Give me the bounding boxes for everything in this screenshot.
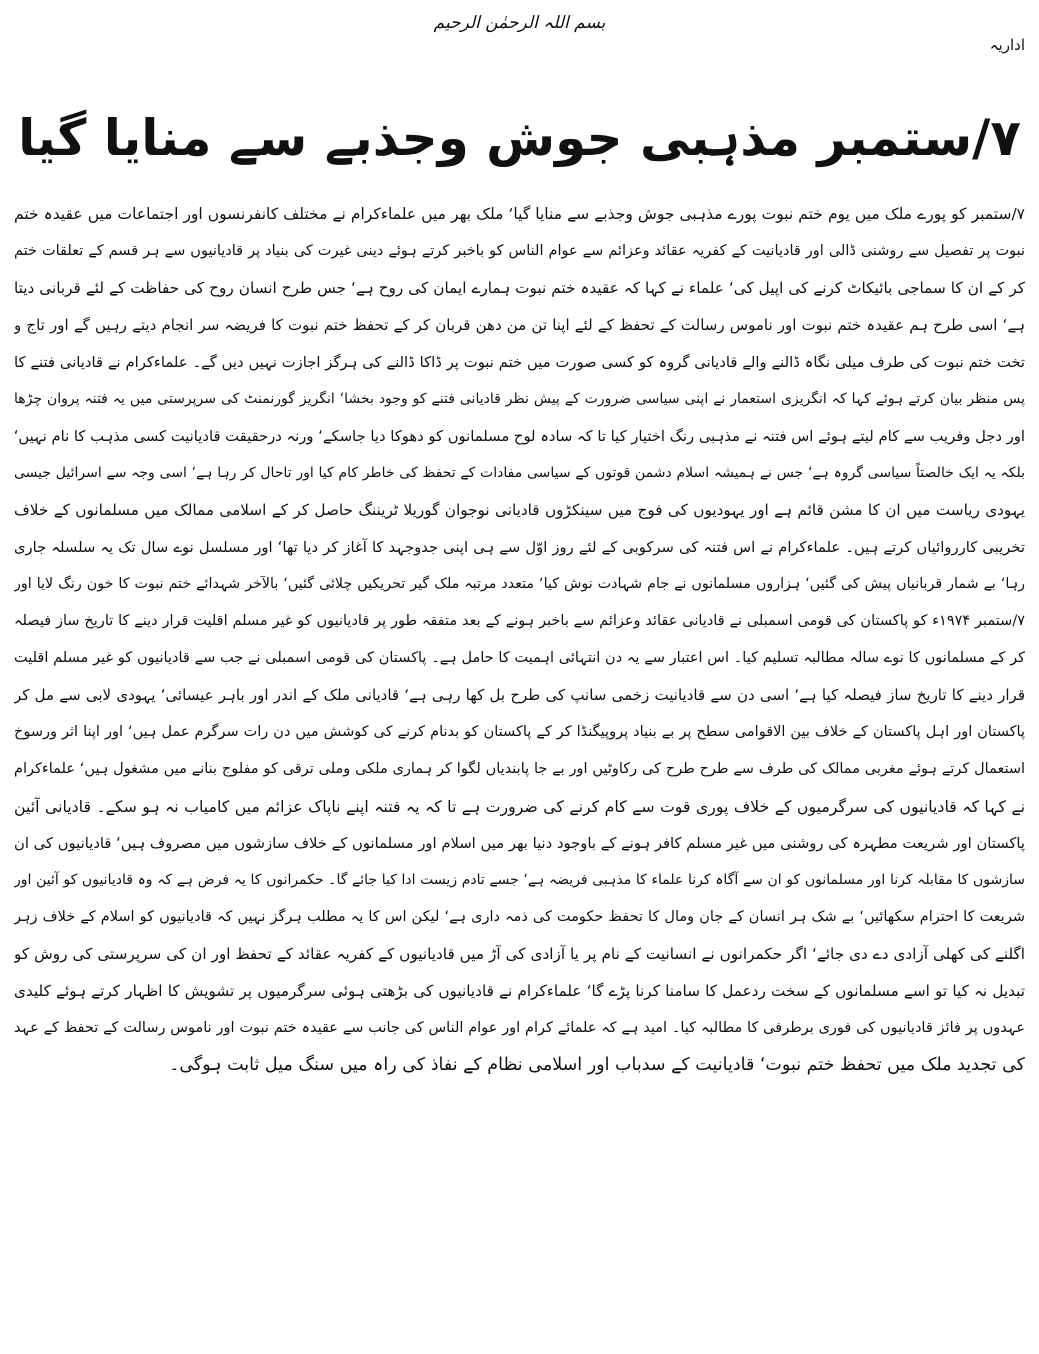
article-line: سازشوں کا مقابلہ کرنا اور مسلمانوں کو ان سے آگاہ کرنا علماء کا مذہبی فریضہ ہے‘ جسے تادم زیست ادا کیا جائے گا۔ حکمرانوں کا یہ فرض ہے کہ وہ قادیانیوں کو آئین اور [14, 872, 1025, 888]
article-line: اگلنے کی کھلی آزادی دے دی جائے‘ اگر حکمرانوں نے انسانیت کے نام پر یا آزادی کی آڑ میں قادیانیوں کے کفریہ عقائد کے تحفظ اور ان کی سرپرستی کی روش کو [14, 945, 1025, 963]
article-line: کی تجدید ملک میں تحفظ ختم نبوت‘ قادیانیت کے سدباب اور اسلامی نظام کے نفاذ کی راہ میں سنگ میل ثابت ہوگی۔ [169, 1055, 1025, 1075]
article-line: ۷/ستمبر کو پورے ملک میں یوم ختم نبوت پورے مذہبی جوش وجذبے سے منایا گیا‘ ملک بھر میں علماءکرام نے مختلف کانفرنسوں اور اجتماعات میں عقیدہ ختم [14, 205, 1025, 223]
article-line: تخت ختم نبوت کی طرف میلی نگاہ ڈالنے والے قادیانی گروہ کو کسی صورت میں ختم نبوت پر ڈاکا ڈالنے کی ہرگز اجازت نہیں دیں گے۔ علماءکرام نے قادیانی فتنے کا [14, 354, 1025, 371]
article-line: نبوت پر تفصیل سے روشنی ڈالی اور قادیانیت کے کفریہ عقائد وعزائم سے عوام الناس کو باخبر کرتے ہوئے دینی غیرت کی بنیاد پر قادیانیوں سے ہر قسم کے تعلقات ختم [14, 243, 1025, 259]
article-line: ہے‘ اسی طرح ہم عقیدہ ختم نبوت اور ناموس رسالت کے تحفظ کے لئے اپنا تن من دھن قربان کر کے تحفظ ختم نبوت کا فریضہ سر انجام دیتے رہیں گے اور تاج و [14, 316, 1025, 334]
article-body [14, 196, 1025, 1084]
article-line: قرار دینے کا تاریخ ساز فیصلہ کیا ہے‘ اسی دن سے قادیانیت زخمی سانپ کی طرح بل کھا رہی ہے‘ قادیانی ملک کے اندر اور باہر عیسائی‘ یہودی لابی سے مل کر [14, 686, 1025, 704]
article-line: یہودی ریاست میں ان کا مشن قائم ہے اور یہودیوں کی فوج میں سینکڑوں قادیانی نوجوان گوریلا ٹریننگ حاصل کر کے اسلامی ممالک میں مسلمانوں کے خلاف [14, 501, 1025, 519]
article-line: کر کے مسلمانوں کا نوے سالہ مطالبہ تسلیم کیا۔ اس اعتبار سے یہ دن انتہائی اہمیت کا حامل ہے۔ پاکستان کی قومی اسمبلی نے جب سے قادیانیوں کو غیر مسلم اقلیت [14, 650, 1025, 666]
section-label: اداریہ [989, 36, 1025, 54]
article-line: پاکستان اور شریعت مطہرہ کی روشنی میں غیر مسلم کافر ہونے کے باوجود دنیا بھر میں اسلام اور مسلمانوں کے خلاف سازشوں میں مصروف ہیں‘ قادیانیوں کی ان [14, 835, 1025, 852]
article-line: رہا‘ بے شمار قربانیاں پیش کی گئیں‘ ہزاروں مسلمانوں نے جام شہادت نوش کیا‘ متعدد مرتبہ ملک گیر تحریکیں چلائی گئیں‘ بالآخر شہدائے ختم نبوت کا خون رنگ لایا اور [14, 576, 1025, 592]
article-line: ۷/ستمبر ۱۹۷۴ء کو پاکستان کی قومی اسمبلی نے قادیانی عقائد وعزائم سے باخبر ہونے کے بعد متفقہ طور پر قادیانیوں کو غیر مسلم اقلیت قرار دینے کا تاریخ ساز فیصلہ [14, 613, 1025, 629]
article-headline: ۷/ستمبر مذہبی جوش وجذبے سے منایا گیا [18, 109, 1021, 167]
article-line: بلکہ یہ ایک خالصتاً سیاسی گروہ ہے‘ جس نے ہمیشہ اسلام دشمن قوتوں کے سیاسی مفادات کے تحفظ کی خاطر کام کیا اور تاحال کر رہا ہے‘ اسی وجہ سے اسرائیل جیسی [14, 465, 1025, 481]
article-line: کر کے ان کا سماجی بائیکاٹ کرنے کی اپیل کی‘ علماء نے کہا کہ عقیدہ ختم نبوت ہمارے ایمان کی روح ہے‘ جس طرح انسان روح کی حفاظت کے لئے قربانی دیتا [14, 279, 1025, 297]
article-line: عہدوں پر فائز قادیانیوں کی فوری برطرفی کا مطالبہ کیا۔ امید ہے کہ علمائے کرام اور عوام الناس کی جانب سے عقیدہ ختم نبوت اور ناموس رسالت کے تحفظ کے عہد [14, 1020, 1025, 1036]
article-line: پس منظر بیان کرتے ہوئے کہا کہ انگریزی استعمار نے اپنی سیاسی ضرورت کے پیش نظر قادیانی فتنے کو وجود بخشا‘ انگریز گورنمنٹ کی سرپرستی میں یہ فتنہ پروان چڑھا [14, 391, 1025, 407]
article-line: شریعت کا احترام سکھائیں‘ بے شک ہر انسان کے جان ومال کا تحفظ حکومت کی ذمہ داری ہے‘ لیکن اس کا یہ مطلب ہرگز نہیں کہ قادیانیوں کو اسلام کے خلاف زہر [14, 909, 1025, 925]
bismillah-heading: بسم اللہ الرحمٰن الرحیم [433, 13, 606, 33]
article-line: استعمال کرتے ہوئے مغربی ممالک کی طرف سے طرح طرح کی رکاوٹیں اور بے جا پابندیاں لگوا کر ہماری ملکی وملی ترقی کو مفلوج بنانے میں مشغول ہیں‘ علماءکرام [14, 761, 1025, 777]
article-line: تبدیل نہ کیا تو اسے مسلمانوں کے سخت ردعمل کا سامنا کرنا پڑے گا‘ علماءکرام نے قادیانیوں کی بڑھتی ہوئی سرگرمیوں پر تشویش کا اظہار کرتے ہوئے کلیدی [14, 982, 1025, 1000]
article-line: نے کہا کہ قادیانیوں کی سرگرمیوں کے خلاف پوری قوت سے کام کرنے کی ضرورت ہے تا کہ یہ فتنہ اپنے ناپاک عزائم میں کامیاب نہ ہو سکے۔ قادیانی آئین [14, 797, 1025, 816]
article-line: اور دجل وفریب سے کام لیتے ہوئے اس فتنہ نے مذہبی رنگ اختیار کیا تا کہ سادہ لوح مسلمانوں کو دھوکا دیا جاسکے‘ ورنہ درحقیقت قادیانیت کسی مذہب کا نام نہیں‘ [14, 428, 1025, 445]
article-line: تخریبی کارروائیاں کرتے ہیں۔ علماءکرام نے اس فتنہ کی سرکوبی کے لئے روز اوّل سے ہی اپنی جدوجہد کا آغاز کر دیا تھا‘ اور مسلسل نوے سال تک یہ سلسلہ جاری [14, 539, 1025, 556]
article-line: پاکستان اور اہل پاکستان کے خلاف بین الاقوامی سطح پر بے بنیاد پروپیگنڈا کر کے پاکستان کو بدنام کرنے کی کوشش میں دن رات سرگرم عمل ہیں‘ اور اپنا اثر ورسوخ [14, 724, 1025, 740]
